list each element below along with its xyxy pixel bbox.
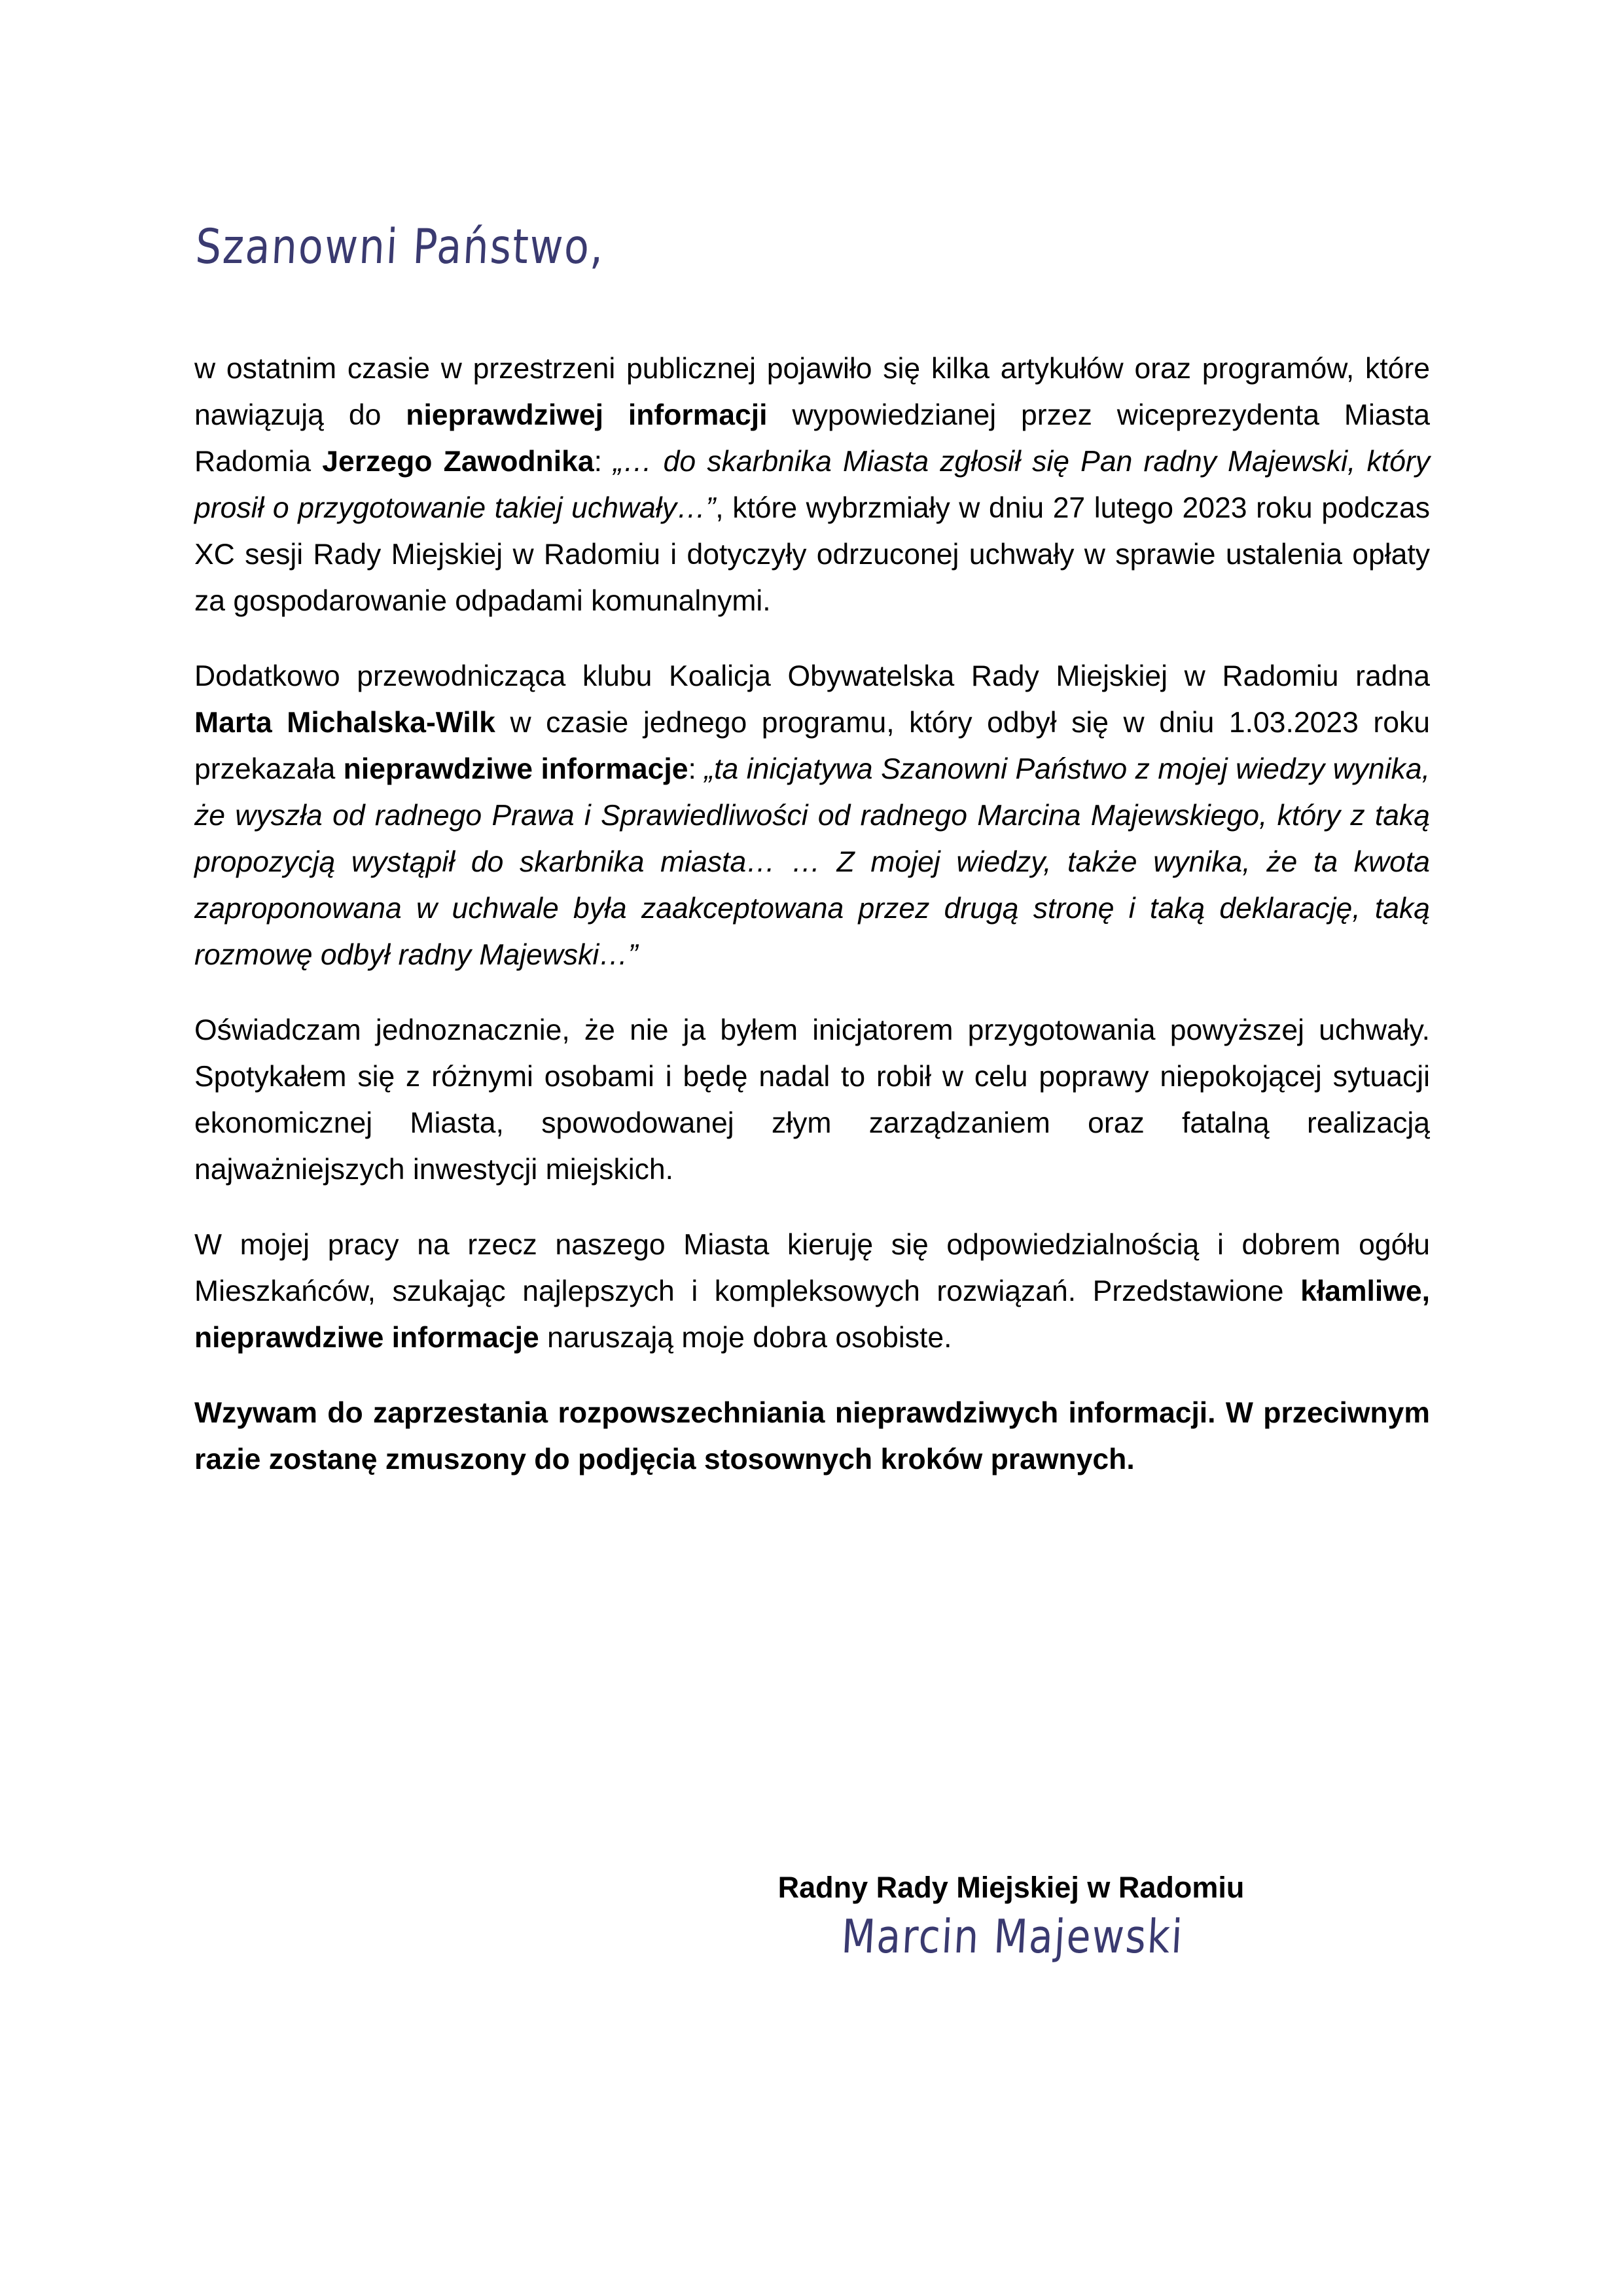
handwritten-greeting: Szanowni Państwo, bbox=[194, 218, 607, 275]
p1-bold-nieprawdziwej-informacji: nieprawdziwej informacji bbox=[406, 399, 768, 431]
paragraph-2 bbox=[194, 653, 1430, 978]
signature-block bbox=[700, 1871, 1322, 1964]
p1-run-1: w ostatnim czasie w przestrzeni publicznej pojawiło się kilka artykułów oraz programów, które nawiązują do bbox=[194, 353, 1430, 431]
signature-title: Radny Rady Miejskiej w Radomiu bbox=[777, 1871, 1245, 1904]
paragraph-4 bbox=[194, 1222, 1430, 1361]
p3-run-1: Oświadczam jednoznacznie, że nie ja byłem inicjatorem przygotowania powyższej uchwały. Spotykałem się z różnymi osobami i będę nadal to robił w celu poprawy niepokojącej sytuacji ekonomicznej Miasta, spowodowanej złym zarządzaniem oraz fatalną realizacją najważniejszych inwestycji miejskich. bbox=[194, 1014, 1430, 1186]
paragraph-5-demand bbox=[194, 1390, 1430, 1483]
paragraph-1 bbox=[194, 345, 1430, 624]
p2-bold-nieprawdziwe-informacje: nieprawdziwe informacje bbox=[343, 753, 688, 785]
p1-run-3: : bbox=[594, 446, 614, 478]
p2-run-1: Dodatkowo przewodnicząca klubu Koalicja Obywatelska Rady Miejskiej w Radomiu radna bbox=[194, 660, 1430, 692]
p1-run-2: wypowiedzianej przez wiceprezydenta Miasta Radomia bbox=[194, 399, 1430, 478]
p2-run-3: : bbox=[688, 753, 705, 785]
p2-bold-marta-michalska-wilk: Marta Michalska-Wilk bbox=[194, 707, 495, 739]
p4-bold-klamliwe-nieprawdziwe-informacje: kłamliwe, nieprawdziwe informacje bbox=[194, 1275, 1430, 1354]
handwritten-signature: Marcin Majewski bbox=[840, 1909, 1185, 1964]
p2-run-2: w czasie jednego programu, który odbył się w dniu 1.03.2023 roku przekazała bbox=[194, 707, 1430, 785]
p1-bold-jerzego-zawodnika: Jerzego Zawodnika bbox=[322, 446, 594, 478]
p1-run-4: , które wybrzmiały w dniu 27 lutego 2023 roku podczas XC sesji Rady Miejskiej w Radomiu i dotyczyły odrzuconej uchwały w sprawie ustalenia opłaty za gospodarowanie odpadami komunalnymi. bbox=[194, 492, 1430, 617]
p4-run-2: naruszają moje dobra osobiste. bbox=[539, 1322, 952, 1354]
p4-run-1: W mojej pracy na rzecz naszego Miasta kieruję się odpowiedzialnością i dobrem ogółu Mieszkańców, szukając najlepszych i kompleksowych rozwiązań. Przedstawione bbox=[194, 1229, 1430, 1307]
p2-quote-michalska-wilk: „ta inicjatywa Szanowni Państwo z mojej wiedzy wynika, że wyszła od radnego Prawa i Sprawiedliwości od radnego Marcina Majewskiego, który z taką propozycją wystąpił do skarbnika miasta… … Z mojej wiedzy, także wynika, że ta kwota zaproponowana w uchwale była zaakceptowana przez drugą stronę i taką deklarację, taką rozmowę odbył radny Majewski…” bbox=[194, 753, 1430, 971]
paragraph-3 bbox=[194, 1007, 1430, 1193]
p1-quote-zawodnik: „… do skarbnika Miasta zgłosił się Pan radny Majewski, który prosił o przygotowanie takiej uchwały…” bbox=[194, 446, 1431, 524]
letter-body bbox=[194, 345, 1430, 1519]
p5-run-1: Wzywam do zaprzestania rozpowszechniania nieprawdziwych informacji. W przeciwnym razie zostanę zmuszony do podjęcia stosownych kroków prawnych. bbox=[194, 1397, 1430, 1475]
